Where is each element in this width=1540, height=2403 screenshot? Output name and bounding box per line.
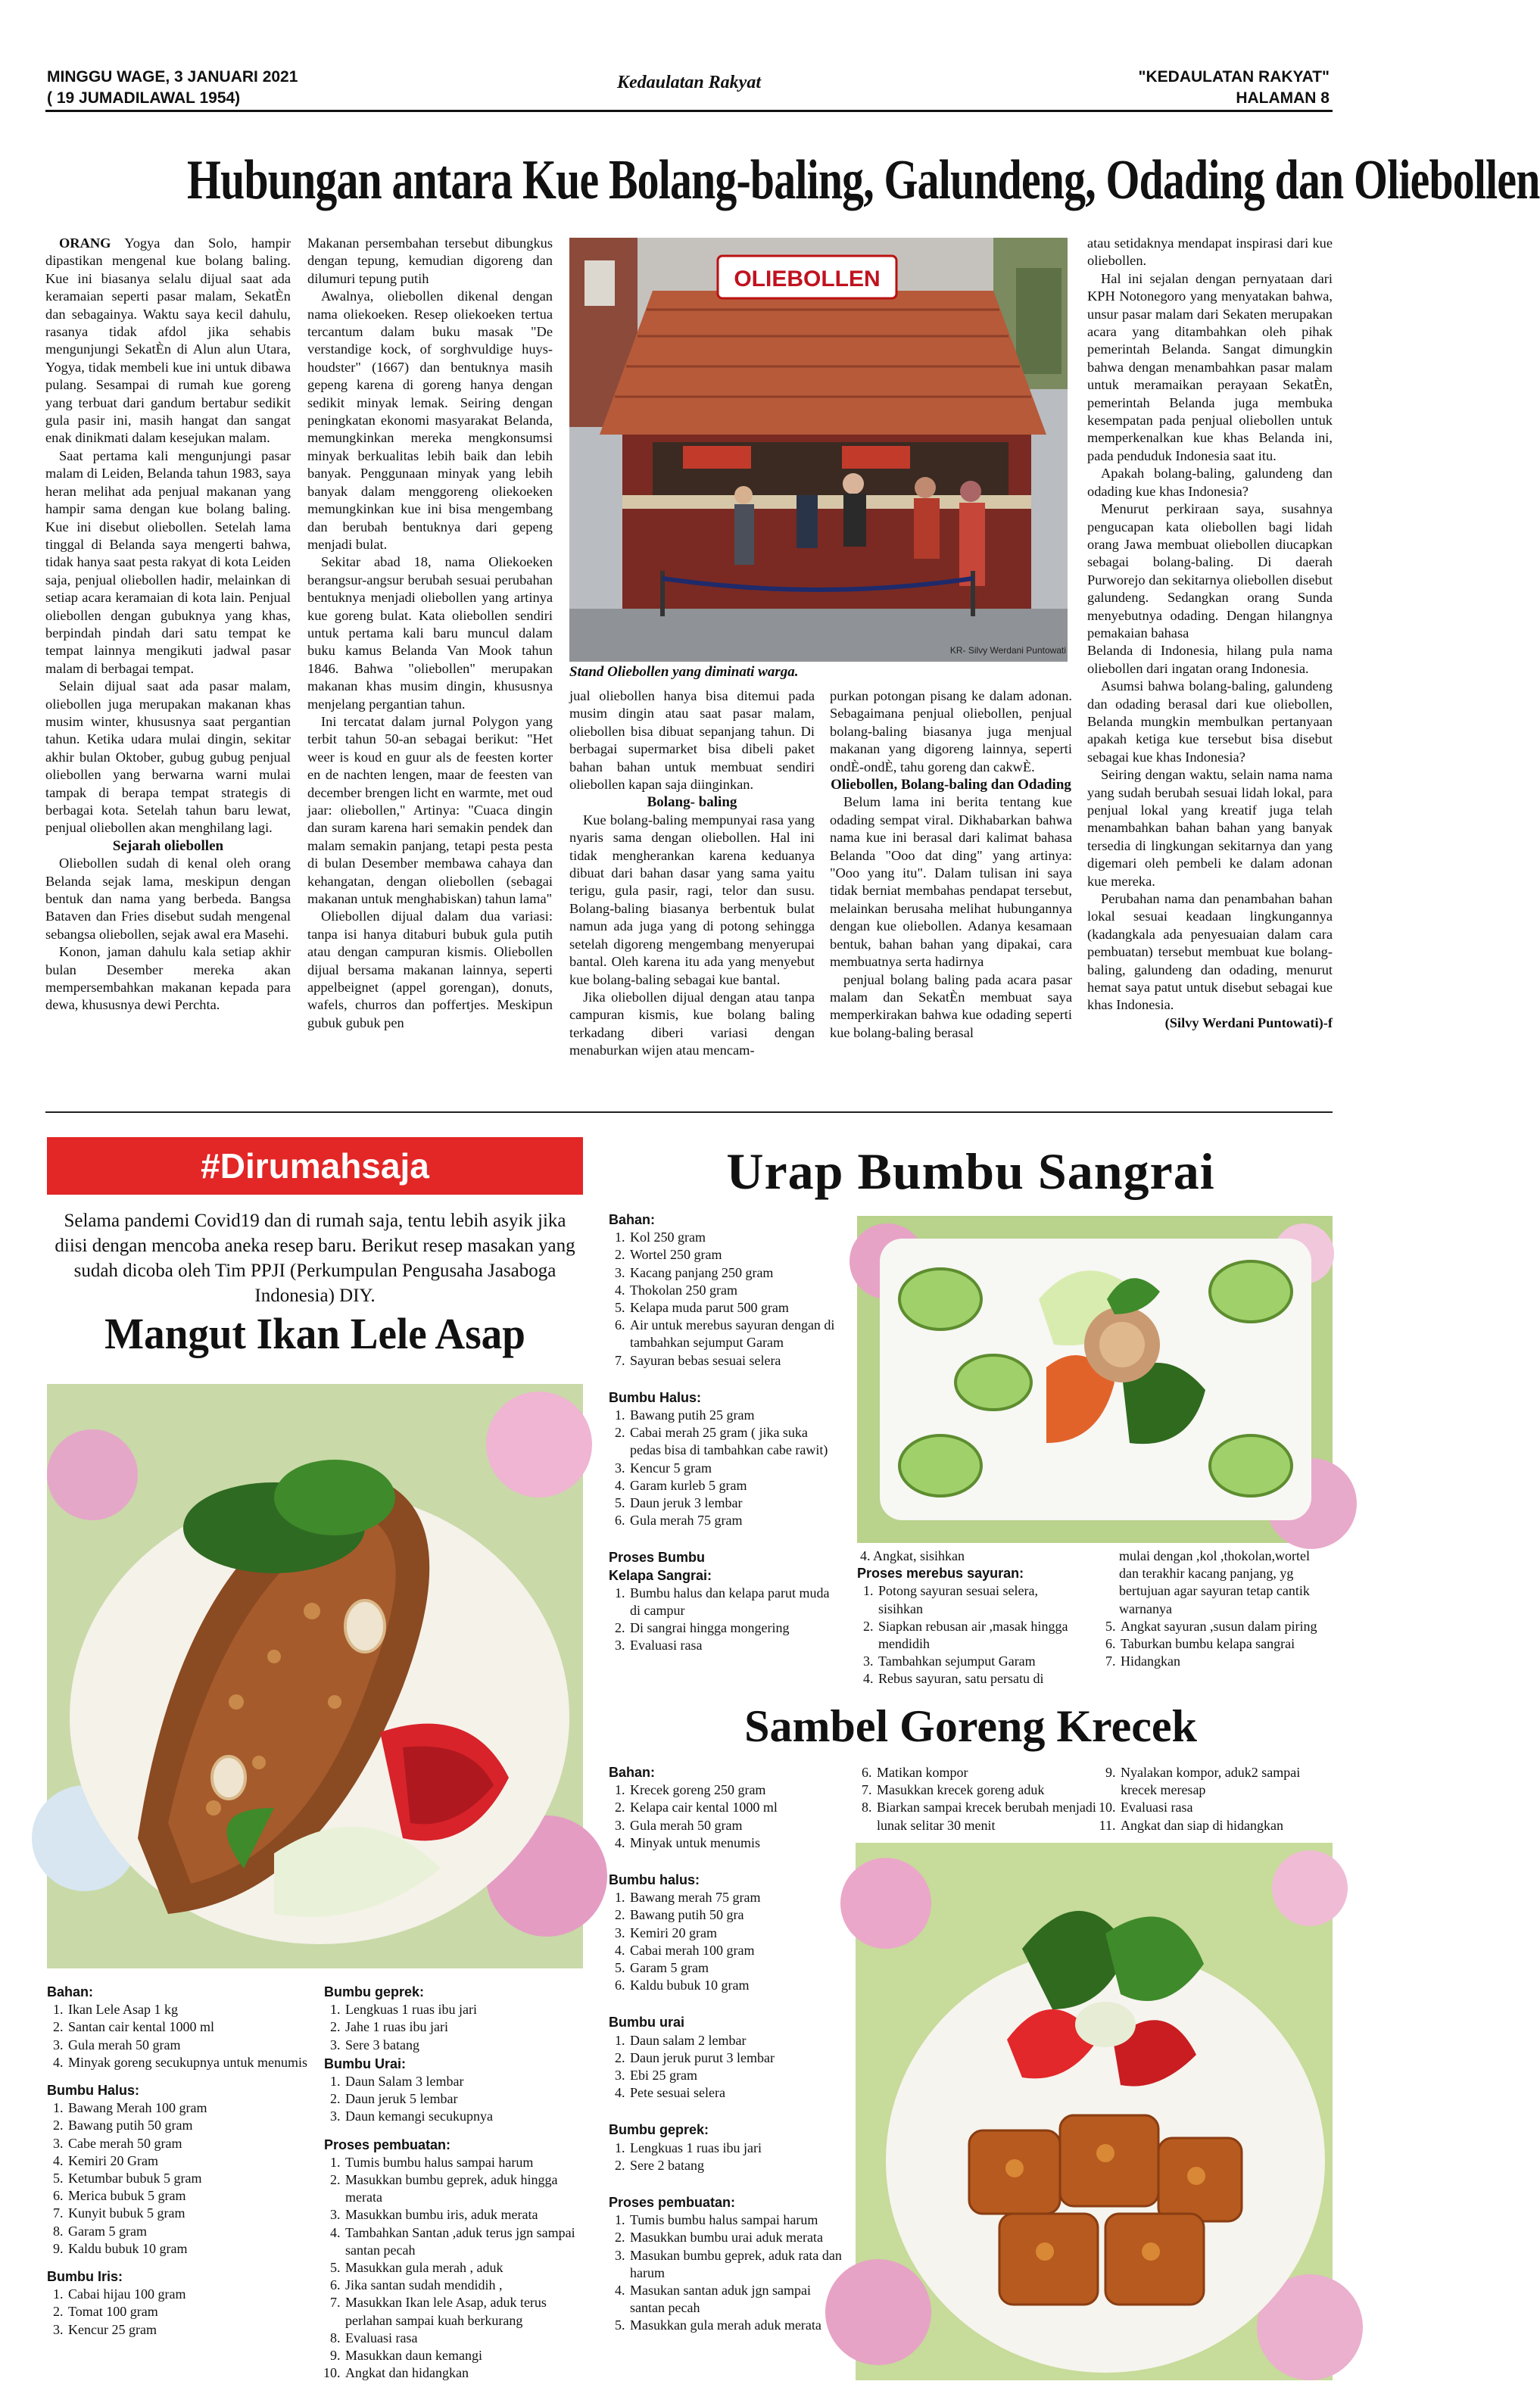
article-paragraph: Seiring dengan waktu, selain nama nama yang sudah berubah sesuai lidah lokal, para penjual lokal yang kreatif juga telah menambahkan bahan bahan yang banyak tersedia di lingkungan sekitarnya dan yang digemari oleh pembeli ke dalam adonan kue mereka. <box>1087 767 1333 889</box>
mangut-ingredients-column <box>47 1984 312 2377</box>
urap-kelapa-heading-2: Kelapa Sangrai: <box>609 1567 712 1583</box>
article-lead-word: ORANG <box>59 235 111 251</box>
mangut-halus-heading: Bumbu Halus: <box>47 2083 140 2099</box>
oliebollen-stand-illustration <box>569 238 1068 662</box>
list-item: 2. Masukkan bumbu urai aduk merata <box>628 2229 843 2246</box>
list-item: 3. Gula merah 50 gram <box>67 2037 312 2054</box>
list-item: 1. Cabai hijau 100 gram <box>67 2286 312 2303</box>
sambel-urai-heading: Bumbu urai <box>609 2015 685 2031</box>
list-item: 3. Daun kemangi secukupnya <box>344 2108 583 2125</box>
list-item: 2. Masukkan bumbu geprek, aduk hingga merata <box>344 2171 583 2206</box>
list-item: 5. Daun jeruk 3 lembar <box>628 1494 842 1512</box>
mangut-urai-list <box>324 2073 583 2126</box>
mangut-ikan-lele-photo <box>47 1384 583 1968</box>
photo-credit: KR- Silvy Werdani Puntowati <box>949 645 1066 656</box>
section-divider <box>45 1111 1333 1113</box>
list-item: 9. Masukkan daun kemangi <box>344 2347 583 2364</box>
list-item: 4. Minyak goreng secukupnya untuk menumis <box>67 2054 312 2071</box>
mangut-halus-list <box>47 2099 312 2258</box>
list-item: 1. Tumis bumbu halus sampai harum <box>344 2154 583 2171</box>
article-author-signature: (Silvy Werdani Puntowati)-f <box>1164 1014 1333 1030</box>
article-title: Hubungan antara Kue Bolang-baling, Galundeng, Odading dan Oliebollen <box>187 149 1540 211</box>
mangut-urai-heading: Bumbu Urai: <box>324 2055 406 2071</box>
list-item: 2. Wortel 250 gram <box>628 1246 842 1264</box>
mangut-iris-heading: Bumbu Iris: <box>47 2269 123 2285</box>
list-item: 3. Evaluasi rasa <box>628 1637 842 1654</box>
list-item: 5. Ketumbar bubuk 5 gram <box>67 2170 312 2187</box>
list-item: 4. Minyak untuk menumis <box>628 1834 843 1852</box>
list-item: 1. Ikan Lele Asap 1 kg <box>67 2001 312 2018</box>
list-item: 6. Kaldu bubuk 10 gram <box>628 1977 843 1994</box>
oliebollen-stand-photo <box>569 238 1068 662</box>
list-item: 3. Sere 3 batang <box>344 2037 583 2054</box>
list-item: 2. Daun jeruk purut 3 lembar <box>628 2049 843 2067</box>
sambel-proses-list-3 <box>1099 1764 1333 1834</box>
mangut-bahan-list <box>47 2001 312 2071</box>
recipes-intro: Selama pandemi Covid19 dan di rumah saja, tentu lebih asyik jika diisi dengan mencoba aneka resep baru. Berikut resep masakan yang sudah dicoba oleh Tim PPJI (Perkumpulan Pengusaha Jasaboga Indonesia) DIY. <box>55 1211 575 1306</box>
list-item: 7. Hidangkan <box>1119 1653 1333 1670</box>
article-paragraph: Menurut perkiraan saya, susahnya pengucapan kata oliebollen bagi lidah orang Jawa membuat oliebollen diucapkan sebagai bolang-baling. Di daerah Purworejo dan sekitarnya oliebollen disebut galundeng. Sedangkan orang Sunda menyebutnya odading. Dengan hilangnya pemakaian bahasa <box>1087 501 1333 640</box>
mangut-dish-illustration <box>47 1384 583 1968</box>
article-paragraph: Oliebollen dijual dalam dua variasi: tanpa isi hanya ditaburi bubuk gula putih atau dengan campuran kismis. Oliebollen dijual bersama makanan lainnya, seperti appelbeignet (appel gorengan), donuts, wafels, churros dan poffertjes. Meskipun gubuk gubuk pen <box>307 909 553 1030</box>
urap-rebus-list <box>857 1582 1084 1688</box>
list-item: 3. Tambahkan sejumput Garam <box>877 1653 1084 1670</box>
list-item: 4. Garam kurleb 5 gram <box>628 1477 842 1494</box>
list-item: 10. Evaluasi rasa <box>1119 1799 1333 1816</box>
list-item: 1. Bawang putih 25 gram <box>628 1407 842 1424</box>
sambel-ingredients-column <box>609 1764 843 2385</box>
list-item: 6. Gula merah 75 gram <box>628 1512 842 1529</box>
list-item: 2. Cabai merah 25 gram ( jika suka pedas bisa di tambahkan cabe rawit) <box>628 1424 842 1459</box>
list-item: 5. Masukkan gula merah , aduk <box>344 2259 583 2277</box>
list-item: 2. Bawang putih 50 gram <box>67 2117 312 2134</box>
article-paragraph: Belum lama ini berita tentang kue odading sempat viral. Dikhabarkan bahwa nama kue ini berasal dari kalimat bahasa Belanda "Ooo dat ding" yang artinya: "Ooo yang itu". Dalam tulisan ini saya tidak berniat membahas pendapat tersebut, melainkan berusaha melihat hubungannya dengan kue oliebollen. Adanya kesamaan bentuk, bahan bahan yang dipakai, cara membuatnya serta hadirnya <box>830 794 1072 970</box>
list-item: 4. Pete sesuai selera <box>628 2084 843 2102</box>
mangut-iris-list <box>47 2286 312 2339</box>
list-item: 5. Masukkan gula merah aduk merata <box>628 2317 843 2334</box>
list-item: 7. Kunyit bubuk 5 gram <box>67 2205 312 2222</box>
list-item: 6. Taburkan bumbu kelapa sangrai <box>1119 1635 1333 1653</box>
list-item: 6. Air untuk merebus sayuran dengan di tambahkan sejumput Garam <box>628 1317 842 1351</box>
header-hijri-date: ( 19 JUMADILAWAL 1954) <box>47 89 241 107</box>
list-item: 2. Tomat 100 gram <box>67 2303 312 2320</box>
article-paragraph: Kue bolang-baling mempunyai rasa yang nyaris sama dengan oliebollen. Hal ini tidak mengherankan karena keduanya dibuat dari bahan dasar yang sama yaitu terigu, gula pasir, ragi, telor dan susu. Bolang-baling biasanya berbentuk bulat namun ada juga yang di potong sehingga setelah digoreng mengembang menyerupai bantal. Oleh karena itu ada yang menyebut kue bolang-baling sebagai kue bantal. <box>569 812 815 987</box>
mangut-bahan-heading: Bahan: <box>47 1984 94 1999</box>
header-page-block <box>1139 67 1330 109</box>
sambel-krecek-photo <box>856 1843 1333 2380</box>
list-item: 1. Daun Salam 3 lembar <box>344 2073 583 2090</box>
list-item: 3. Gula merah 50 gram <box>628 1817 843 1834</box>
list-item: 1. Lengkuas 1 ruas ibu jari <box>628 2140 843 2157</box>
urap-rebus-heading: Proses merebus sayuran: <box>857 1566 1024 1582</box>
list-item: 10. Angkat dan hidangkan <box>344 2364 583 2382</box>
article-paragraph: atau setidaknya mendapat inspirasi dari kue oliebollen. <box>1087 235 1333 269</box>
urap-dish-illustration <box>857 1216 1333 1543</box>
urap-kelapa-heading-1: Proses Bumbu <box>609 1550 706 1566</box>
article-paragraph: Sekitar abad 18, nama Oliekoeken berangsur-angsur berubah sesuai perubahan bentuknya menjadi oliebollen yang artinya kue goreng bulat. Kata oliebollen sendiri untuk pertama kali baru muncul dalam buku kamus Belanda Van Mook tahun 1846. Bahwa "oliebollen" merupakan makanan khas musim dingin, khususnya menjelang pergantian tahun. <box>307 554 553 712</box>
article-paragraph: Apakah bolang-baling, galundeng dan odading kue khas Indonesia? <box>1087 466 1333 499</box>
mangut-proses-list <box>324 2154 583 2383</box>
list-item: 5. Garam 5 gram <box>628 1959 843 1977</box>
article-column-3 <box>569 687 815 1096</box>
sambel-geprek-list <box>609 2140 843 2174</box>
article-paragraph: Jika oliebollen dijual dengan atau tanpa campuran kismis, kue bolang baling terkadang diberi variasi dengan menaburkan wijen atau mencam- <box>569 989 815 1058</box>
list-item: 4. Tambahkan Santan ,aduk terus jgn sampai santan pecah <box>344 2224 583 2259</box>
list-item: 3. Ebi 25 gram <box>628 2067 843 2084</box>
list-item: 3. Masukan bumbu geprek, aduk rata dan harum <box>628 2247 843 2282</box>
list-item: 2. Kelapa cair kental 1000 ml <box>628 1799 843 1816</box>
list-item: 5. Angkat sayuran ,susun dalam piring <box>1119 1618 1333 1635</box>
urap-rebus-continued: mulai dengan ,kol ,thokolan,wortel dan terakhir kacang panjang, yg bertujuan agar sayuran tetap cantik warnanya <box>1119 1548 1310 1616</box>
list-item: 7. Sayuran bebas sesuai selera <box>628 1352 842 1370</box>
sambel-method-column-2 <box>856 1764 1096 1840</box>
sambel-geprek-heading: Bumbu geprek: <box>609 2122 709 2138</box>
article-paragraph: Yogya dan Solo, hampir dipastikan mengenal kue bolang baling. Kue ini biasanya selalu dijual saat ada keramaian seperti pasar malam, SekatÈn dan sebagainya. Waktu saya kecil dahulu, rasanya tidak afdol jika sehabis mengunjungi SekatÈn di Alun alun Utara, Yogya, tidak membeli kue ini untuk dibawa pulang. Sesampai di rumah kue goreng yang terbuat dari gandum bertabur sedikit gula pasir ini, masih hangat dan sangat enak dinikmati dalam kesejukan malam. <box>45 235 291 446</box>
article-column-4 <box>830 687 1072 1096</box>
article-column-1 <box>45 235 291 1096</box>
article-paragraph: Asumsi bahwa bolang-baling, galundeng dan odading berasal dari kue oliebollen, Belanda mungkin membulkan pertanyaan apakah ketiga kue tersebut bisa disebut sebagai kue khas Indonesia? <box>1087 678 1333 765</box>
article-column-2 <box>307 235 553 1096</box>
article-paragraph: Selain dijual saat ada pasar malam, oliebollen juga merupakan makanan khas musim winter, khususnya saat pergantian tahun. Ketika udara mulai dingin, sekitar akhir bulan Oktober, gubug gubug penjual oliebollen yang berwarna warni mulai tampak di berapa tempat strategis di berbagai kota. Setelah tahun baru lewat, penjual oliebollen akan menghilang lagi. <box>45 678 291 836</box>
page-header <box>45 65 1333 112</box>
mangut-method-column <box>324 1984 583 2381</box>
list-item: 4. Cabai merah 100 gram <box>628 1942 843 1959</box>
recipe-title-mangut: Mangut Ikan Lele Asap <box>104 1309 525 1358</box>
list-item: 1. Daun salam 2 lembar <box>628 2032 843 2049</box>
list-item: 2. Santan cair kental 1000 ml <box>67 2018 312 2036</box>
list-item: 4. Masukan santan aduk jgn sampai santan pecah <box>628 2282 843 2317</box>
header-page-number: HALAMAN 8 <box>1236 89 1330 107</box>
sambel-proses-list <box>609 2211 843 2334</box>
sambel-halus-list <box>609 1889 843 1994</box>
list-item: 2. Daun jeruk 5 lembar <box>344 2090 583 2108</box>
list-item: 8. Evaluasi rasa <box>344 2330 583 2347</box>
stand-sign-text: OLIEBOLLEN <box>734 266 881 291</box>
list-item: 4. Kemiri 20 Gram <box>67 2152 312 2170</box>
sambel-proses-list-2 <box>856 1764 1096 1834</box>
list-item: 11. Angkat dan siap di hidangkan <box>1119 1817 1333 1834</box>
article-subheading: Bolang- baling <box>647 794 737 811</box>
list-item: 8. Garam 5 gram <box>67 2223 312 2240</box>
article-paragraph: Makanan persembahan tersebut dibungkus dengan tepung, kemudian digoreng dan dilumuri tepung putih <box>307 235 553 286</box>
list-item: 8. Biarkan sampai krecek berubah menjadi lunak selitar 30 menit <box>875 1799 1096 1834</box>
list-item: 2. Sere 2 batang <box>628 2157 843 2174</box>
list-item: 1. Krecek goreng 250 gram <box>628 1781 843 1799</box>
list-item: 7. Masukkan Ikan lele Asap, aduk terus perlahan sampai kuah berkurang <box>344 2294 583 2329</box>
header-date: MINGGU WAGE, 3 JANUARI 2021 <box>47 68 298 86</box>
dirumahsaja-banner: #Dirumahsaja <box>47 1137 583 1195</box>
mangut-geprek-heading: Bumbu geprek: <box>324 1984 425 1999</box>
list-item: 3. Kacang panjang 250 gram <box>628 1264 842 1282</box>
article-paragraph: Ini tercatat dalam jurnal Polygon yang terbit tahun 50-an sebagai berikut: "Het weer is koud en guur als de feesten korter en de nachten lengen, maar de feesten van december brengen licht en warmte, met oud jaar: oliebollen," Artinya: "Cuaca dingin dan suram karena hari semakin pendek dan malam semakin panjang, tetapi pesta pesta di bulan Desember membawa cahaya dan kehangatan, dengan oliebollen (sebagai makanan untuk menghabiskan) tahun lama" <box>307 713 553 907</box>
list-item: 1. Bawang Merah 100 gram <box>67 2099 312 2117</box>
list-item: 1. Kol 250 gram <box>628 1229 842 1246</box>
list-item: 3. Masukkan bumbu iris, aduk merata <box>344 2206 583 2224</box>
article-paragraph: jual oliebollen hanya bisa ditemui pada musim dingin atau saat pasar malam, oliebollen bisa dibuat sepanjang tahun. Di berbagai supermarket bisa dibeli paket bahan bahan untuk membuat sendiri oliebollen kapan saja diinginkan. <box>569 688 815 793</box>
article-paragraph: Konon, jaman dahulu kala setiap akhir bulan Desember mereka akan mempersembahkan makanan kepada para dewa, khususnya dewi Perchta. <box>45 944 291 1013</box>
photo-caption: Stand Oliebollen yang diminati warga. <box>569 664 799 680</box>
sambel-dish-illustration <box>856 1843 1333 2380</box>
list-item: 1. Tumis bumbu halus sampai harum <box>628 2211 843 2229</box>
urap-bahan-heading: Bahan: <box>609 1212 656 1227</box>
article-paragraph: Saat pertama kali mengunjungi pasar malam di Leiden, Belanda tahun 1983, saya heran melihat ada penjual makanan yang hampir sama dengan kue bolang baling. Kue ini disebut oliebollen. Setelah lama tinggal di Belanda saya mengerti bahwa, tidak hanya saat pesta rakyat di kota Leiden saja, penjual oliebollen hadir, melainkan di setiap acara keramaian di kota lain. Penjual oliebollen dengan gubuknya yang khas, berpindah pindah dari satu tempat ke tempat lainnya mengikuti jadwal pasar malam di berbagai tempat. <box>45 447 291 676</box>
list-item: 3. Kencur 5 gram <box>628 1460 842 1477</box>
recipe-title-sambel: Sambel Goreng Krecek <box>744 1701 1197 1751</box>
list-item: 1. Bawang merah 75 gram <box>628 1889 843 1906</box>
urap-bahan-list <box>609 1229 842 1370</box>
article-paragraph: penjual bolang baling pada acara pasar malam dan SekatÈn membuat saya memperkirakan bahwa kue odading seperti kue bolang-baling berasal <box>830 971 1072 1040</box>
sambel-bahan-heading: Bahan: <box>609 1765 656 1780</box>
urap-angkat-step: 4. Angkat, sisihkan <box>860 1548 965 1563</box>
article-paragraph: Awalnya, oliebollen dikenal dengan nama oliekoeken. Resep oliekoeken tertua tercantum dalam buku masak "De verstandige kock, of sorghvuldige huys-houdster" (1667) dan bentuknya masih gepeng karena di goreng hanya dengan sedikit minyak lemak. Seiring dengan peningkatan ekonomi masyarakat Belanda, memungkinkan mereka mengkonsumsi minyak berkualitas lebih baik dan lebih banyak. Penggunaan minyak yang lebih banyak dalam menggoreng oliekoeken memungkinkan kue ini bisa mengembang dan berubah bentuknya dari gepeng menjadi bulat. <box>307 288 553 552</box>
list-item: 1. Lengkuas 1 ruas ibu jari <box>344 2001 583 2018</box>
article-paragraph: Perubahan nama dan penambahan bahan lokal sesuai keadaan lingkungannya (kadangkala ada penyesuaian dalam cara pembuatan) tersebut membuat kue bolang-baling, galundeng dan odading, menurut hemat saya patut untuk disebut sebagai kue khas Indonesia. <box>1087 891 1333 1013</box>
urap-ingredients-column <box>609 1211 842 1696</box>
sambel-urai-list <box>609 2032 843 2102</box>
urap-method-column-2 <box>1099 1547 1333 1699</box>
list-item: 9. Kaldu bubuk 10 gram <box>67 2240 312 2258</box>
list-item: 1. Potong sayuran sesuai selera, sisihkan <box>877 1582 1084 1617</box>
list-item: 3. Kencur 25 gram <box>67 2321 312 2339</box>
list-item: 6. Merica bubuk 5 gram <box>67 2187 312 2205</box>
urap-halus-heading: Bumbu Halus: <box>609 1389 702 1405</box>
article-subheading: Oliebollen, Bolang-baling dan Odading <box>831 777 1071 793</box>
mangut-geprek-list <box>324 2001 583 2054</box>
sambel-proses-heading: Proses pembuatan: <box>609 2195 736 2211</box>
article-subheading: Sejarah oliebollen <box>112 837 224 854</box>
list-item: 3. Cabe merah 50 gram <box>67 2135 312 2152</box>
list-item: 6. Matikan kompor <box>875 1764 1096 1781</box>
list-item: 1. Bumbu halus dan kelapa parut muda di campur <box>628 1585 842 1619</box>
list-item: 2. Siapkan rebusan air ,masak hingga mendidih <box>877 1618 1084 1653</box>
urap-final-list <box>1099 1618 1333 1671</box>
list-item: 7. Masukkan krecek goreng aduk <box>875 1781 1096 1799</box>
masthead: Kedaulatan Rakyat <box>616 73 762 92</box>
urap-method-column <box>857 1547 1084 1699</box>
mangut-proses-heading: Proses pembuatan: <box>324 2137 451 2152</box>
header-paper-name: "KEDAULATAN RAKYAT" <box>1138 68 1330 86</box>
article-paragraph: Hal ini sejalan dengan pernyataan dari KPH Notonegoro yang menyatakan bahwa, unsur pasar malam dari Sekaten merupakan acara yang ditambahkan oleh pihak pemerintah Belanda. Sangat dimungkin bahwa dengan menambahkan pasar malam untuk meramaikan perayaan SekatÈn, pemerintah Belanda juga membuka kesempatan pada penjual oliebollen untuk memperkenalkan kue khas Belanda ini, pada penduduk Indonesia saat itu. <box>1087 270 1333 463</box>
urap-kelapa-list <box>609 1585 842 1655</box>
list-item: 5. Kelapa muda parut 500 gram <box>628 1299 842 1317</box>
article-paragraph: purkan potongan pisang ke dalam adonan. Sebagaimana penjual oliebollen, penjual bolang-baling biasanya juga menjual makanan yang digoreng lainnya, seperti ondÈ-ondÈ, tahu goreng dan cakwÈ. <box>830 688 1072 775</box>
article-column-5 <box>1087 235 1333 1096</box>
urap-halus-list <box>609 1407 842 1529</box>
list-item: 9. Nyalakan kompor, aduk2 sampai krecek meresap <box>1119 1764 1333 1799</box>
list-item: 3. Kemiri 20 gram <box>628 1925 843 1942</box>
sambel-halus-heading: Bumbu halus: <box>609 1872 700 1888</box>
recipe-title-urap: Urap Bumbu Sangrai <box>726 1142 1215 1200</box>
article-paragraph: Oliebollen sudah di kenal oleh orang Belanda sejak lama, meskipun dengan bentuk dan nama yang berbeda. Bangsa Bataven dan Fries disebut sudah mengenal sebangsa oliebollen, sejak awal era Masehi. <box>45 856 291 942</box>
urap-photo <box>857 1216 1333 1543</box>
list-item: 2. Jahe 1 ruas ibu jari <box>344 2018 583 2036</box>
sambel-bahan-list <box>609 1781 843 1852</box>
list-item: 6. Jika santan sudah mendidih , <box>344 2277 583 2294</box>
list-item: 2. Di sangrai hingga mongering <box>628 1619 842 1637</box>
list-item: 4. Rebus sayuran, satu persatu di <box>877 1670 1084 1688</box>
sambel-method-column-3 <box>1099 1764 1333 1840</box>
article-paragraph: Belanda di Indonesia, hilang pula nama oliebollen dari ingatan orang Indonesia. <box>1087 643 1333 676</box>
list-item: 4. Thokolan 250 gram <box>628 1282 842 1299</box>
list-item: 2. Bawang putih 50 gra <box>628 1906 843 1924</box>
